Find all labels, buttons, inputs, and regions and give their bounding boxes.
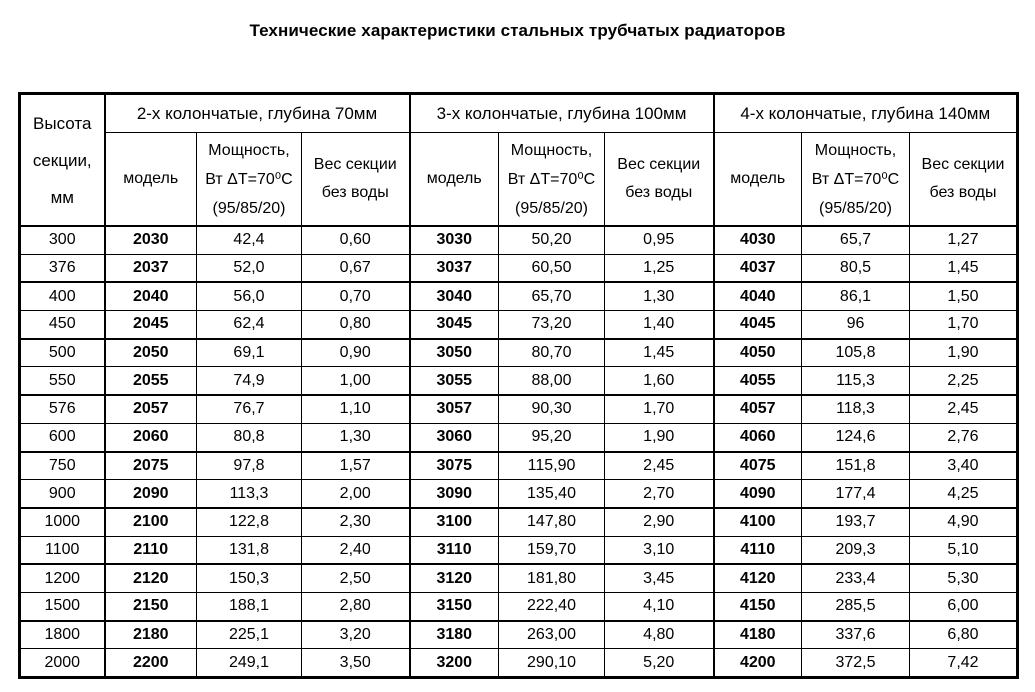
height-header-line: Высота <box>33 113 92 133</box>
power-cell: 62,4 <box>197 311 302 339</box>
power-cell: 233,4 <box>802 564 910 592</box>
power-cell: 65,7 <box>802 226 910 254</box>
power-cell: 80,70 <box>499 339 605 367</box>
model-cell: 2057 <box>105 395 197 423</box>
power-cell: 97,8 <box>197 452 302 480</box>
weight-header-line: Вес секции <box>313 156 397 173</box>
weight-cell: 0,95 <box>605 226 714 254</box>
power-header-line: Вт ΔT=70⁰C <box>811 170 900 188</box>
model-cell: 4120 <box>714 564 802 592</box>
weight-cell: 2,80 <box>302 592 410 620</box>
power-header-line: (95/85/20) <box>212 199 286 217</box>
table-row <box>20 423 1018 451</box>
power-cell: 177,4 <box>802 480 910 508</box>
power-cell: 181,80 <box>499 564 605 592</box>
weight-cell: 1,90 <box>910 339 1018 367</box>
power-cell: 122,8 <box>197 508 302 536</box>
table-row <box>20 480 1018 508</box>
model-cell: 3060 <box>410 423 499 451</box>
model-cell: 3057 <box>410 395 499 423</box>
table-row <box>20 564 1018 592</box>
model-cell: 3180 <box>410 621 499 649</box>
power-cell: 90,30 <box>499 395 605 423</box>
power-header <box>802 133 910 227</box>
power-cell: 118,3 <box>802 395 910 423</box>
table-row <box>20 592 1018 620</box>
model-cell: 4110 <box>714 536 802 564</box>
model-cell: 2060 <box>105 423 197 451</box>
table-row <box>20 367 1018 395</box>
power-cell: 147,80 <box>499 508 605 536</box>
power-cell: 290,10 <box>499 649 605 678</box>
table-body <box>20 226 1018 678</box>
power-cell: 86,1 <box>802 282 910 310</box>
power-cell: 65,70 <box>499 282 605 310</box>
power-cell: 151,8 <box>802 452 910 480</box>
height-cell: 1000 <box>20 508 105 536</box>
model-cell: 3100 <box>410 508 499 536</box>
height-cell: 900 <box>20 480 105 508</box>
weight-cell: 6,00 <box>910 592 1018 620</box>
model-cell: 2110 <box>105 536 197 564</box>
weight-header-line: Вес секции <box>921 156 1005 173</box>
model-cell: 3055 <box>410 367 499 395</box>
power-cell: 105,8 <box>802 339 910 367</box>
weight-cell: 2,50 <box>302 564 410 592</box>
weight-cell: 5,10 <box>910 536 1018 564</box>
model-cell: 3050 <box>410 339 499 367</box>
height-cell: 600 <box>20 423 105 451</box>
power-header <box>499 133 605 227</box>
power-cell: 69,1 <box>197 339 302 367</box>
weight-cell: 2,45 <box>910 395 1018 423</box>
model-cell: 4055 <box>714 367 802 395</box>
model-cell: 4090 <box>714 480 802 508</box>
power-cell: 50,20 <box>499 226 605 254</box>
model-cell: 3200 <box>410 649 499 678</box>
model-cell: 2040 <box>105 282 197 310</box>
power-cell: 135,40 <box>499 480 605 508</box>
table-row <box>20 254 1018 282</box>
weight-cell: 2,40 <box>302 536 410 564</box>
model-cell: 2037 <box>105 254 197 282</box>
power-cell: 222,40 <box>499 592 605 620</box>
model-header: модель <box>105 133 197 227</box>
weight-cell: 4,80 <box>605 621 714 649</box>
model-cell: 3150 <box>410 592 499 620</box>
model-cell: 4100 <box>714 508 802 536</box>
model-cell: 4040 <box>714 282 802 310</box>
model-cell: 3120 <box>410 564 499 592</box>
model-cell: 2030 <box>105 226 197 254</box>
weight-cell: 1,50 <box>910 282 1018 310</box>
power-cell: 150,3 <box>197 564 302 592</box>
power-header-line: Мощность, <box>814 141 897 159</box>
model-cell: 4045 <box>714 311 802 339</box>
model-header: модель <box>410 133 499 227</box>
weight-cell: 1,27 <box>910 226 1018 254</box>
radiator-specs-table <box>18 92 1019 679</box>
model-cell: 3045 <box>410 311 499 339</box>
weight-cell: 7,42 <box>910 649 1018 678</box>
weight-cell: 3,10 <box>605 536 714 564</box>
weight-header-line: без воды <box>321 184 389 201</box>
weight-cell: 0,70 <box>302 282 410 310</box>
height-cell: 1800 <box>20 621 105 649</box>
model-cell: 4180 <box>714 621 802 649</box>
table-row <box>20 536 1018 564</box>
power-header-line: Вт ΔT=70⁰C <box>205 170 293 188</box>
model-cell: 4037 <box>714 254 802 282</box>
weight-header-line: без воды <box>929 184 997 201</box>
power-cell: 76,7 <box>197 395 302 423</box>
weight-cell: 2,45 <box>605 452 714 480</box>
power-cell: 209,3 <box>802 536 910 564</box>
weight-cell: 3,40 <box>910 452 1018 480</box>
model-cell: 3037 <box>410 254 499 282</box>
height-cell: 576 <box>20 395 105 423</box>
power-cell: 80,8 <box>197 423 302 451</box>
power-cell: 73,20 <box>499 311 605 339</box>
height-cell: 500 <box>20 339 105 367</box>
power-header-line: Мощность, <box>510 141 593 159</box>
power-header-line: (95/85/20) <box>819 199 892 217</box>
height-cell: 550 <box>20 367 105 395</box>
model-cell: 4150 <box>714 592 802 620</box>
weight-cell: 6,80 <box>910 621 1018 649</box>
weight-cell: 2,70 <box>605 480 714 508</box>
group-header-3col: 3-х колончатые, глубина 100мм <box>410 94 714 133</box>
height-cell: 1100 <box>20 536 105 564</box>
model-cell: 4075 <box>714 452 802 480</box>
weight-cell: 0,90 <box>302 339 410 367</box>
table-row <box>20 649 1018 678</box>
power-cell: 56,0 <box>197 282 302 310</box>
power-cell: 42,4 <box>197 226 302 254</box>
weight-cell: 4,10 <box>605 592 714 620</box>
power-cell: 285,5 <box>802 592 910 620</box>
model-cell: 3090 <box>410 480 499 508</box>
model-cell: 4030 <box>714 226 802 254</box>
table-row <box>20 311 1018 339</box>
power-cell: 95,20 <box>499 423 605 451</box>
height-cell: 1500 <box>20 592 105 620</box>
model-cell: 2050 <box>105 339 197 367</box>
weight-cell: 1,70 <box>910 311 1018 339</box>
weight-cell: 4,25 <box>910 480 1018 508</box>
table-row <box>20 226 1018 254</box>
table-row <box>20 395 1018 423</box>
weight-cell: 2,25 <box>910 367 1018 395</box>
height-cell: 450 <box>20 311 105 339</box>
model-cell: 4060 <box>714 423 802 451</box>
weight-cell: 0,60 <box>302 226 410 254</box>
power-cell: 96 <box>802 311 910 339</box>
model-cell: 3110 <box>410 536 499 564</box>
weight-cell: 1,40 <box>605 311 714 339</box>
model-cell: 2120 <box>105 564 197 592</box>
weight-header <box>605 133 714 227</box>
power-header-line: Мощность, <box>208 141 290 159</box>
power-cell: 159,70 <box>499 536 605 564</box>
table-row <box>20 508 1018 536</box>
height-header-line: секции, <box>32 150 92 170</box>
power-cell: 193,7 <box>802 508 910 536</box>
height-cell: 750 <box>20 452 105 480</box>
model-header: модель <box>714 133 802 227</box>
weight-cell: 2,90 <box>605 508 714 536</box>
power-cell: 74,9 <box>197 367 302 395</box>
weight-header-line: Вес секции <box>617 156 701 173</box>
weight-header <box>302 133 410 227</box>
power-cell: 80,5 <box>802 254 910 282</box>
power-cell: 225,1 <box>197 621 302 649</box>
power-cell: 88,00 <box>499 367 605 395</box>
table-row <box>20 339 1018 367</box>
weight-cell: 1,25 <box>605 254 714 282</box>
weight-cell: 1,30 <box>605 282 714 310</box>
model-cell: 2150 <box>105 592 197 620</box>
height-cell: 400 <box>20 282 105 310</box>
model-cell: 2075 <box>105 452 197 480</box>
weight-cell: 1,57 <box>302 452 410 480</box>
page-title: Технические характеристики стальных трубчатых радиаторов <box>249 21 786 40</box>
weight-cell: 1,00 <box>302 367 410 395</box>
table-row <box>20 282 1018 310</box>
weight-cell: 3,50 <box>302 649 410 678</box>
table-row <box>20 452 1018 480</box>
weight-cell: 1,90 <box>605 423 714 451</box>
power-cell: 337,6 <box>802 621 910 649</box>
model-cell: 4057 <box>714 395 802 423</box>
height-cell: 2000 <box>20 649 105 678</box>
weight-cell: 3,20 <box>302 621 410 649</box>
power-cell: 113,3 <box>197 480 302 508</box>
weight-header <box>910 133 1018 227</box>
height-cell: 300 <box>20 226 105 254</box>
power-header-line: Вт ΔT=70⁰C <box>507 170 596 188</box>
group-header-row <box>20 94 1018 133</box>
table-row <box>20 621 1018 649</box>
weight-cell: 1,45 <box>910 254 1018 282</box>
group-header-4col: 4-х колончатые, глубина 140мм <box>714 94 1018 133</box>
power-cell: 131,8 <box>197 536 302 564</box>
height-cell: 376 <box>20 254 105 282</box>
sub-header-row <box>20 133 1018 227</box>
weight-cell: 5,30 <box>910 564 1018 592</box>
height-header <box>20 94 105 227</box>
model-cell: 2200 <box>105 649 197 678</box>
power-cell: 115,90 <box>499 452 605 480</box>
power-cell: 60,50 <box>499 254 605 282</box>
group-header-2col: 2-х колончатые, глубина 70мм <box>105 94 410 133</box>
model-cell: 2090 <box>105 480 197 508</box>
model-cell: 3030 <box>410 226 499 254</box>
model-cell: 2055 <box>105 367 197 395</box>
weight-cell: 1,45 <box>605 339 714 367</box>
power-cell: 124,6 <box>802 423 910 451</box>
power-cell: 115,3 <box>802 367 910 395</box>
power-cell: 372,5 <box>802 649 910 678</box>
model-cell: 2100 <box>105 508 197 536</box>
power-cell: 52,0 <box>197 254 302 282</box>
height-cell: 1200 <box>20 564 105 592</box>
weight-cell: 1,60 <box>605 367 714 395</box>
model-cell: 3075 <box>410 452 499 480</box>
weight-cell: 2,76 <box>910 423 1018 451</box>
weight-cell: 1,30 <box>302 423 410 451</box>
model-cell: 4050 <box>714 339 802 367</box>
weight-cell: 1,10 <box>302 395 410 423</box>
weight-header-line: без воды <box>625 184 693 201</box>
model-cell: 4200 <box>714 649 802 678</box>
weight-cell: 0,67 <box>302 254 410 282</box>
weight-cell: 4,90 <box>910 508 1018 536</box>
model-cell: 3040 <box>410 282 499 310</box>
power-header-line: (95/85/20) <box>515 199 588 217</box>
model-cell: 2180 <box>105 621 197 649</box>
weight-cell: 1,70 <box>605 395 714 423</box>
power-cell: 263,00 <box>499 621 605 649</box>
power-cell: 188,1 <box>197 592 302 620</box>
model-cell: 2045 <box>105 311 197 339</box>
height-header-line: мм <box>50 187 74 207</box>
power-header <box>197 133 302 227</box>
weight-cell: 2,00 <box>302 480 410 508</box>
weight-cell: 0,80 <box>302 311 410 339</box>
weight-cell: 2,30 <box>302 508 410 536</box>
power-cell: 249,1 <box>197 649 302 678</box>
weight-cell: 5,20 <box>605 649 714 678</box>
weight-cell: 3,45 <box>605 564 714 592</box>
